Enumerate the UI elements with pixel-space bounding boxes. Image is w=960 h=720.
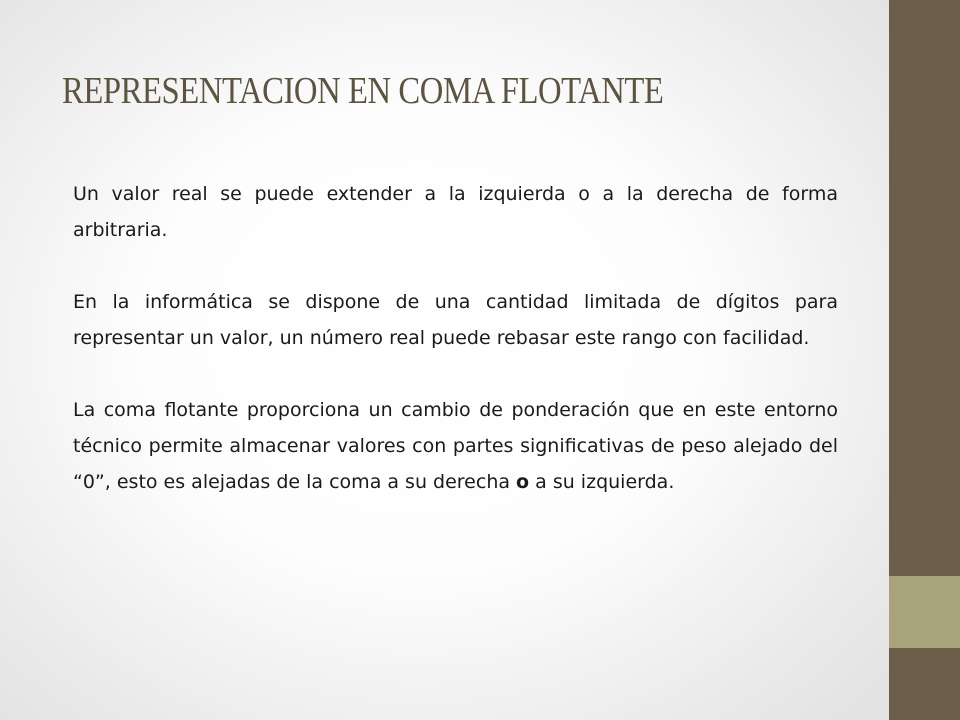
side-bar-bottom-block (889, 648, 960, 720)
slide-body (73, 176, 838, 500)
paragraph-3-end: a su izquierda. (529, 471, 675, 493)
paragraph-3-emphasis: o (516, 471, 530, 493)
decorative-side-bar (889, 0, 960, 720)
paragraph-2: En la informática se dispone de una cantidad limitada de dígitos para representar un valor, un número real puede rebasar este rango con facilidad. (73, 291, 838, 349)
paragraph-3-text: La coma flotante proporciona un cambio de ponderación que en este entorno técnico permite almacenar valores con partes significativas de peso alejado del “0”, esto es alejadas de la coma a su derecha (73, 399, 838, 493)
side-bar-middle-block (889, 576, 960, 648)
slide-title: REPRESENTACION EN COMA FLOTANTE (62, 70, 664, 112)
paragraph-3 (73, 392, 838, 500)
paragraph-1: Un valor real se puede extender a la izquierda o a la derecha de forma arbitraria. (73, 183, 838, 241)
side-bar-top-block (889, 0, 960, 576)
